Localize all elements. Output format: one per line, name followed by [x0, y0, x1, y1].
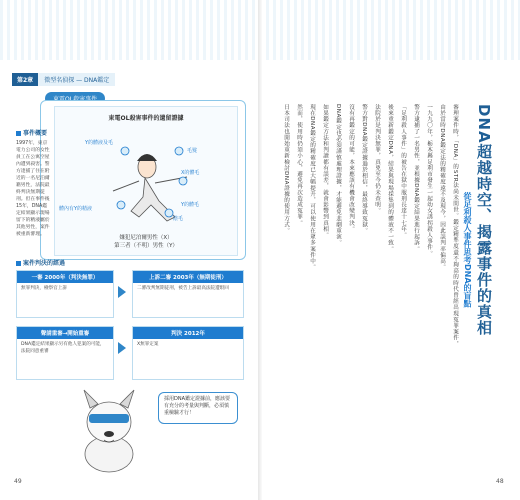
case-box-1-text: 無罪判決，檢察官上訴	[21, 286, 67, 291]
body-column: 由於當時DNA鑑定法的精確度遠不及現今，因此誤判率偏高。	[439, 104, 445, 271]
case-box-4-bar: 判決 2012年	[133, 327, 243, 339]
body-column: 審理案件時，「DNA」的STR法尚未問世。鑑定精準度還不夠高的時代曾經出現冤罪案件，	[452, 104, 458, 347]
body-column: 警方對DNA鑑定證據過於相信，最終導致冤獄。	[361, 104, 367, 234]
page-number-left: 49	[14, 478, 22, 485]
article-title: DNA超越時空、揭露事件的真相	[475, 104, 493, 336]
book-gutter	[258, 0, 262, 500]
case-box-4-text: X無罪定案	[137, 342, 159, 347]
label-hair: 毛髮	[187, 148, 198, 154]
body-column: 後來重新鑑定DNA，結果與現場採集到的體液不一致。	[387, 104, 393, 253]
diagram-caption-2: 第三者（不明）男性（Y）	[114, 243, 178, 249]
case-box-3-text: DNA鑑定結果顯示另有他人犯案的可能，法院同意重審	[21, 342, 105, 354]
section-label: 微型名偵探 — DNA鑑定	[38, 73, 115, 86]
event-body: 1997年，東京電力公司的女性員工在公寓空屋內遭到殺害。警方逮捕了住在附近的一名尼泊爾籍男性，法院最終判決無期徒刑。但在事件後15年，DNA鑑定結果顯示現場留下的精液屬於其他男性，案件被重新審理。	[16, 141, 50, 237]
case-heading: 案件判決的經過	[16, 258, 65, 267]
article-subtitle: 從足利殺人事件思考DNA的盲點	[463, 192, 472, 308]
label-y-body-hair: Y的體毛	[181, 202, 200, 208]
label-pubic-hair: 陰毛	[173, 216, 184, 222]
case-box-2	[132, 270, 244, 318]
case-box-4	[132, 326, 244, 380]
evidence-diagram	[54, 106, 238, 256]
body-column: 警方逮捕了一名男性，並根據DNA鑑定結果進行起訴。	[413, 104, 419, 253]
arrow-2	[118, 342, 126, 354]
speech-bubble: 採用DNA鑑定證據前，應該要有充分的考量與判斷，必須慎重檢驗才行！	[158, 392, 238, 424]
label-x-hair: X的體毛	[181, 170, 200, 176]
body-column: DNA鑑定也必須謹慎處理證據，才能避免悲劇重演。	[335, 104, 341, 246]
case-box-3-bar: 聲請重審→開始重審	[17, 327, 113, 339]
diagram-caption-1: 嫌犯尼泊爾男性（X）	[119, 235, 173, 241]
victim-illustration	[55, 121, 237, 233]
body-column: 法院於是判決無罪，真兇至今仍未查明。	[374, 104, 380, 214]
label-body-y: 體內有Y的精液	[59, 206, 93, 212]
case-box-2-bar: 上訴二審 2003年（無期徒刑）	[133, 271, 243, 283]
case-box-1	[16, 270, 114, 318]
event-heading: 事件概要	[16, 128, 47, 137]
arrow-1	[118, 286, 126, 298]
chapter-tag: 第2章	[12, 73, 38, 86]
label-y-fluid: Y的體液及毛	[85, 140, 114, 146]
case-box-2-text: 二審改判無期徒刑，被告上訴最高法院遭駁回	[137, 286, 229, 291]
body-column: 「足利殺人事件」的被告在獄中服刑長達十七年。	[400, 104, 406, 239]
chapter-header	[12, 72, 115, 86]
diagram-heading: 東電OL殺害事件的遺留證據	[108, 115, 184, 122]
body-column: 日本司法也開始重新檢討DNA證據的使用方式。	[283, 104, 289, 234]
case-box-3	[16, 326, 114, 380]
page-number-right: 48	[496, 478, 504, 485]
dog-illustration	[64, 384, 154, 474]
body-column: 如果鑑定方法和判讀都有誤差，就會影響到真相。	[322, 104, 328, 239]
body-column: 現在DNA鑑定的精確度已大幅提升，可以使用在眾多案件中。	[309, 104, 315, 271]
case-box-1-bar: 一審 2000年（判決無罪）	[17, 271, 113, 283]
body-column: 然而，使用時仍須小心，避免再次造成冤罪。	[296, 104, 302, 226]
body-column: 沒有再鑑定的可能，本來應該有機會改變判決。	[348, 104, 354, 233]
body-column: 一九九〇年，栃木縣足利市發生一起幼女誘拐殺人事件。	[426, 104, 432, 257]
